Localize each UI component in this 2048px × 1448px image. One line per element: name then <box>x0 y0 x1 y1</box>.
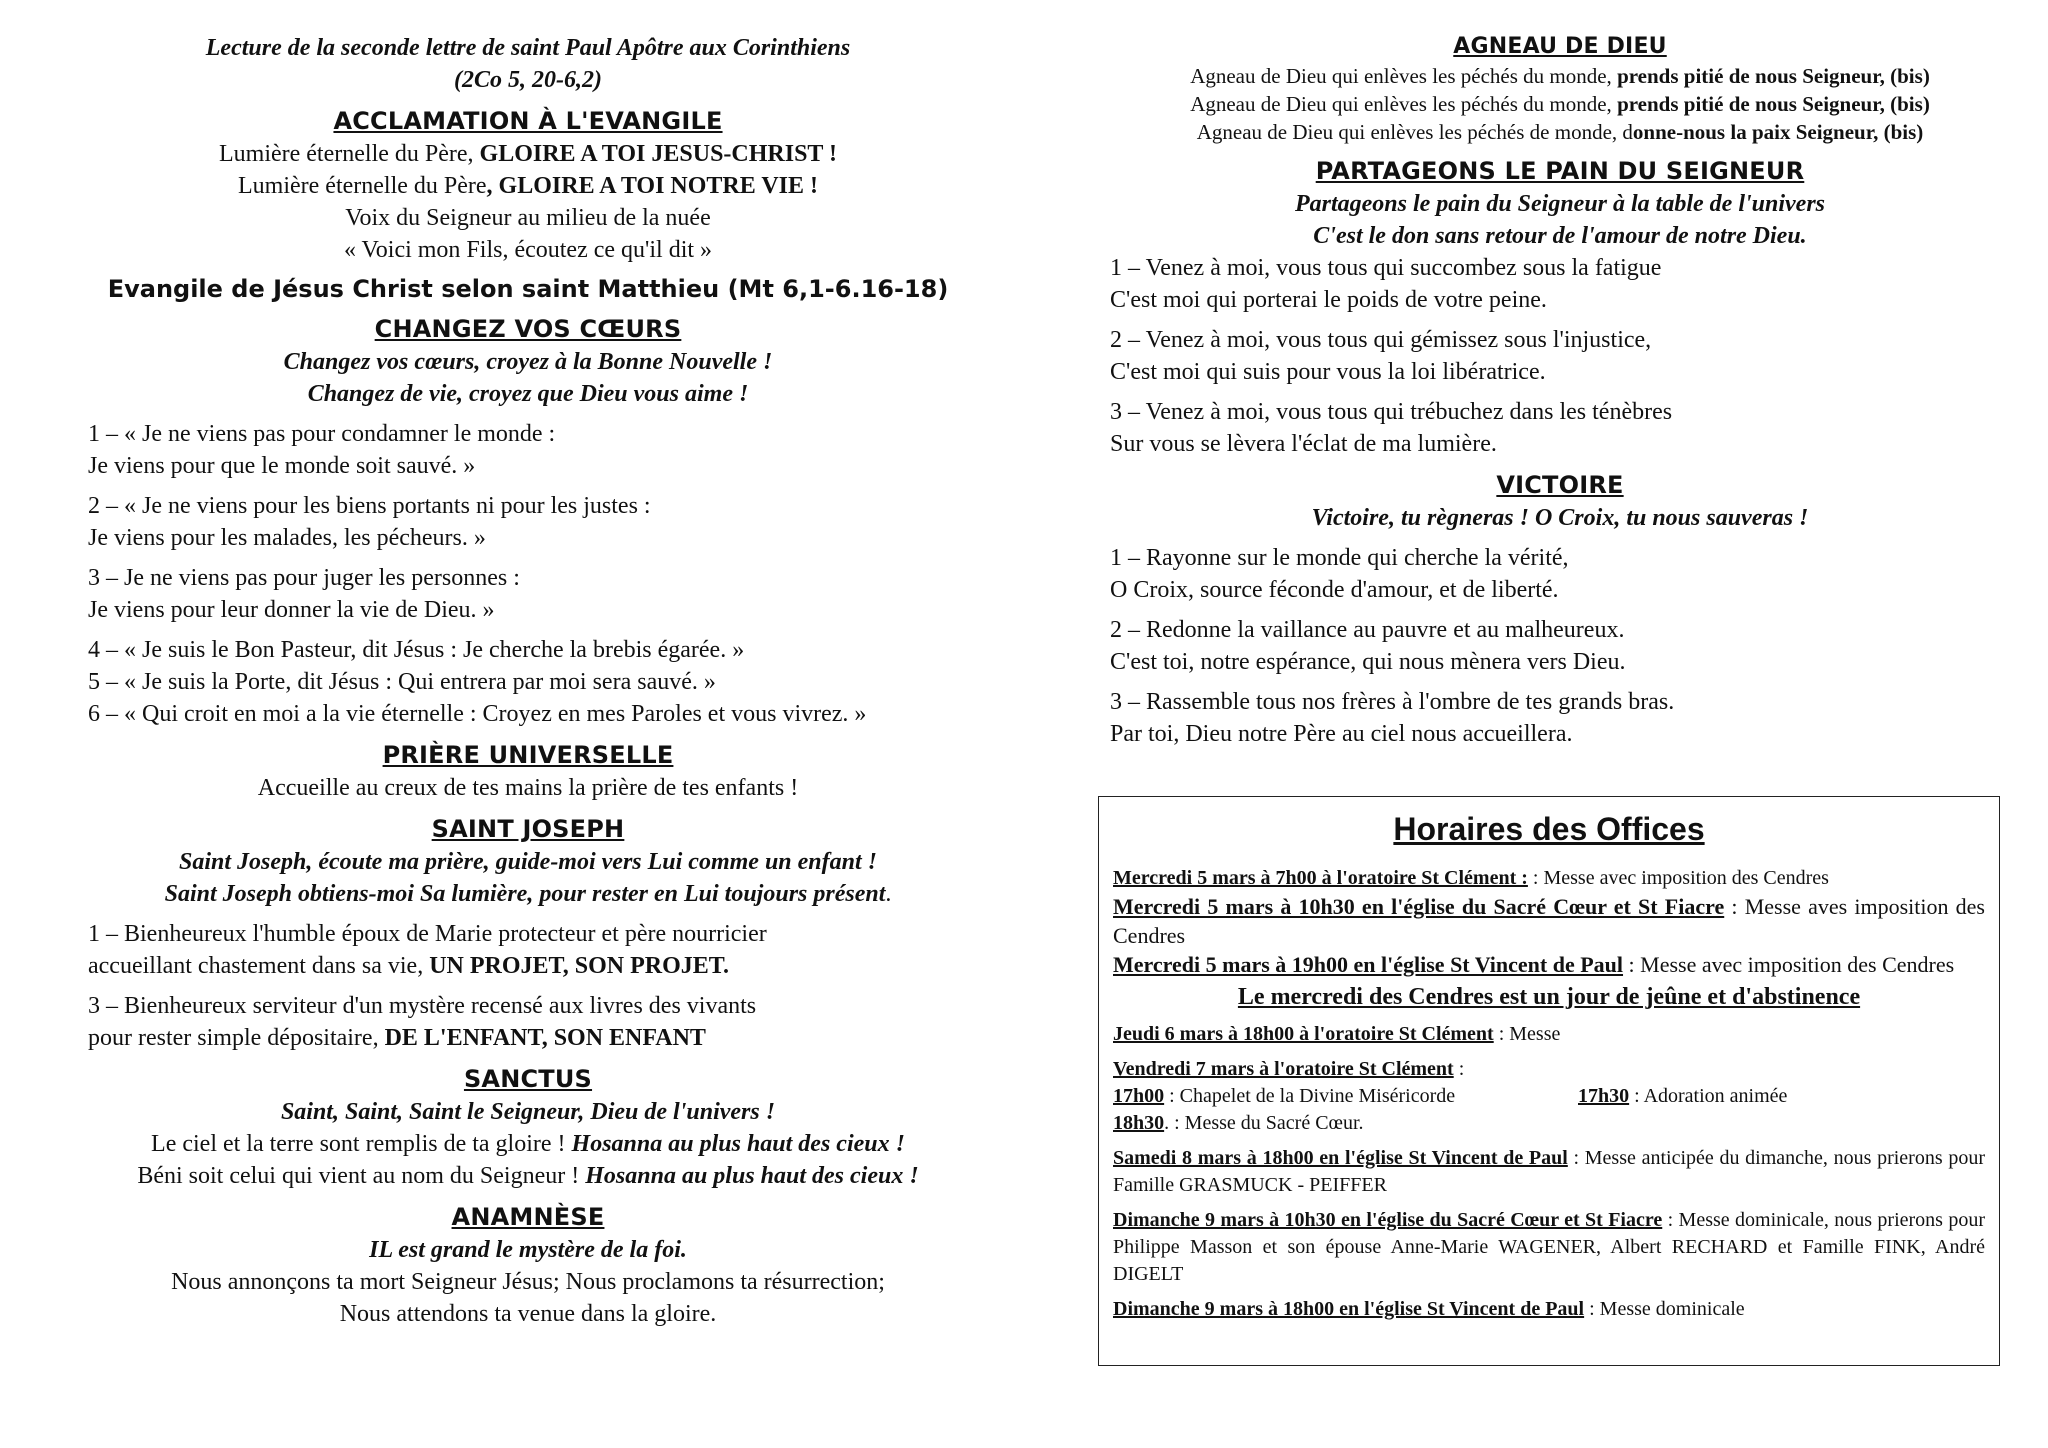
partageons-verse-3a: 3 – Venez à moi, vous tous qui trébuchez dans les ténèbres <box>1110 399 1673 425</box>
partageons-refrain-1: Partageons le pain du Seigneur à la table de l'univers <box>1294 191 1826 217</box>
partageons-verse-2b: C'est moi qui suis pour vous la loi libératrice. <box>1110 359 1546 385</box>
victoire-verse-1a: 1 – Rayonne sur le monde qui cherche la vérité, <box>1110 545 1569 571</box>
sanctus-line-2: Le ciel et la terre sont remplis de ta gloire ! Hosanna au plus haut des cieux ! <box>151 1131 905 1157</box>
acclamation-heading: ACCLAMATION À L'EVANGILE <box>333 107 723 135</box>
changez-heading: CHANGEZ VOS CŒURS <box>374 315 682 343</box>
agneau-line-3: Agneau de Dieu qui enlèves les péchés de monde, donne-nous la paix Seigneur, (bis) <box>1196 120 1924 144</box>
victoire-refrain: Victoire, tu règneras ! O Croix, tu nous sauveras ! <box>1311 505 1809 531</box>
reading-reference: (2Co 5, 20-6,2) <box>454 67 602 93</box>
offices-title: Horaires des Offices <box>1393 811 1705 847</box>
changez-refrain-2: Changez de vie, croyez que Dieu vous aime ! <box>307 381 749 407</box>
acclamation-line-2: Lumière éternelle du Père, GLOIRE A TOI NOTRE VIE ! <box>238 173 818 199</box>
acclamation-line-1: Lumière éternelle du Père, GLOIRE A TOI JESUS-CHRIST ! <box>218 141 837 167</box>
gospel-reference: Evangile de Jésus Christ selon saint Matthieu (Mt 6,1-6.16-18) <box>107 275 949 303</box>
agneau-heading: AGNEAU DE DIEU <box>1453 34 1667 59</box>
changez-verse-1b: Je viens pour que le monde soit sauvé. » <box>88 453 476 479</box>
anamnese-line-1: IL est grand le mystère de la foi. <box>369 1237 687 1263</box>
partageons-verse-2a: 2 – Venez à moi, vous tous qui gémissez sous l'injustice, <box>1110 327 1652 353</box>
agneau-line-1: Agneau de Dieu qui enlèves les péchés du monde, prends pitié de nous Seigneur, (bis) <box>1190 64 1930 88</box>
changez-verse-3a: 3 – Je ne viens pas pour juger les personnes : <box>88 565 520 591</box>
victoire-verse-2a: 2 – Redonne la vaillance au pauvre et au malheureux. <box>1110 617 1625 643</box>
office-entry-5-times <box>1113 1083 1985 1110</box>
changez-verse-2b: Je viens pour les malades, les pécheurs. » <box>88 525 486 551</box>
victoire-heading: VICTOIRE <box>1496 471 1624 499</box>
joseph-refrain-1: Saint Joseph, écoute ma prière, guide-moi vers Lui comme un enfant ! <box>178 849 877 875</box>
victoire-verse-1b: O Croix, source féconde d'amour, et de liberté. <box>1110 577 1559 603</box>
office-entry-5-chapelet: 17h00 : Chapelet de la Divine Miséricorde <box>1113 1085 1456 1107</box>
priere-heading: PRIÈRE UNIVERSELLE <box>382 741 674 769</box>
right-column <box>1110 32 2010 750</box>
changez-verse-2a: 2 – « Je ne viens pour les biens portants ni pour les justes : <box>88 493 651 519</box>
partageons-refrain-2: C'est le don sans retour de l'amour de notre Dieu. <box>1313 223 1807 249</box>
anamnese-line-3: Nous attendons ta venue dans la gloire. <box>339 1301 717 1327</box>
ash-wednesday-note: Le mercredi des Cendres est un jour de jeûne et d'abstinence <box>1237 984 1861 1010</box>
office-entry-5: Vendredi 7 mars à l'oratoire St Clément : <box>1113 1058 1465 1080</box>
office-entry-5-adoration: 17h30 : Adoration animée <box>1578 1085 1788 1107</box>
sanctus-line-3: Béni soit celui qui vient au nom du Seigneur ! Hosanna au plus haut des cieux ! <box>137 1163 919 1189</box>
changez-verse-5: 5 – « Je suis la Porte, dit Jésus : Qui entrera par moi sera sauvé. » <box>88 669 716 695</box>
offices-box <box>1098 796 2000 1366</box>
reading-title: Lecture de la seconde lettre de saint Paul Apôtre aux Corinthiens <box>205 35 851 61</box>
joseph-verse-1a: 1 – Bienheureux l'humble époux de Marie protecteur et père nourricier <box>88 921 767 947</box>
office-entry-6: Samedi 8 mars à 18h00 en l'église St Vincent de Paul : Messe anticipée du dimanche, nous prierons pour Famille GRASMUCK - PEIFFER <box>1113 1147 1985 1196</box>
anamnese-heading: ANAMNÈSE <box>451 1203 605 1231</box>
changez-verse-6: 6 – « Qui croit en moi a la vie éternelle : Croyez en mes Paroles et vous vivrez. » <box>88 701 867 727</box>
victoire-verse-3a: 3 – Rassemble tous nos frères à l'ombre de tes grands bras. <box>1110 689 1675 715</box>
joseph-heading: SAINT JOSEPH <box>431 815 625 843</box>
victoire-verse-2b: C'est toi, notre espérance, qui nous mènera vers Dieu. <box>1110 649 1626 675</box>
sanctus-line-1: Saint, Saint, Saint le Seigneur, Dieu de l'univers ! <box>280 1099 776 1125</box>
joseph-verse-3a: 3 – Bienheureux serviteur d'un mystère recensé aux livres des vivants <box>88 993 757 1019</box>
office-entry-1: Mercredi 5 mars à 7h00 à l'oratoire St Clément : : Messe avec imposition des Cendres <box>1113 867 1829 889</box>
sanctus-heading: SANCTUS <box>463 1065 593 1093</box>
acclamation-line-4: « Voici mon Fils, écoutez ce qu'il dit » <box>343 237 713 263</box>
changez-verse-1a: 1 – « Je ne viens pas pour condamner le monde : <box>88 421 556 447</box>
office-entry-8: Dimanche 9 mars à 18h00 en l'église St Vincent de Paul : Messe dominicale <box>1113 1298 1745 1320</box>
changez-refrain-1: Changez vos cœurs, croyez à la Bonne Nouvelle ! <box>283 349 773 375</box>
office-entry-7: Dimanche 9 mars à 10h30 en l'église du Sacré Cœur et St Fiacre : Messe dominicale, nous prierons pour Philippe Masson et son épouse Anne-Marie WAGENER, Albert RECHARD et Famille FINK, André DIGELT <box>1113 1209 1985 1285</box>
priere-line: Accueille au creux de tes mains la prière de tes enfants ! <box>257 775 799 801</box>
agneau-line-2: Agneau de Dieu qui enlèves les péchés du monde, prends pitié de nous Seigneur, (bis) <box>1190 92 1930 116</box>
office-entry-3: Mercredi 5 mars à 19h00 en l'église St Vincent de Paul : Messe avec imposition des Cendres <box>1113 952 1955 977</box>
changez-verse-4: 4 – « Je suis le Bon Pasteur, dit Jésus : Je cherche la brebis égarée. » <box>88 637 745 663</box>
office-entry-2: Mercredi 5 mars à 10h30 en l'église du Sacré Cœur et St Fiacre : Messe aves imposition des Cendres <box>1113 894 1985 948</box>
left-column <box>88 32 968 1330</box>
victoire-verse-3b: Par toi, Dieu notre Père au ciel nous accueillera. <box>1110 721 1573 747</box>
anamnese-line-2: Nous annonçons ta mort Seigneur Jésus; Nous proclamons ta résurrection; <box>171 1269 885 1295</box>
office-entry-5-messe: 18h30. : Messe du Sacré Cœur. <box>1113 1112 1364 1134</box>
office-entry-4: Jeudi 6 mars à 18h00 à l'oratoire St Clément : Messe <box>1113 1023 1561 1045</box>
partageons-verse-3b: Sur vous se lèvera l'éclat de ma lumière. <box>1110 431 1497 457</box>
acclamation-line-3: Voix du Seigneur au milieu de la nuée <box>345 205 711 231</box>
partageons-heading: PARTAGEONS LE PAIN DU SEIGNEUR <box>1315 157 1805 185</box>
joseph-refrain-2: Saint Joseph obtiens-moi Sa lumière, pour rester en Lui toujours présent. <box>164 881 892 907</box>
partageons-verse-1a: 1 – Venez à moi, vous tous qui succombez sous la fatigue <box>1110 255 1662 281</box>
joseph-verse-1b: accueillant chastement dans sa vie, UN PROJET, SON PROJET. <box>88 953 730 979</box>
partageons-verse-1b: C'est moi qui porterai le poids de votre peine. <box>1110 287 1547 313</box>
changez-verse-3b: Je viens pour leur donner la vie de Dieu. » <box>88 597 495 623</box>
joseph-verse-3b: pour rester simple dépositaire, DE L'ENFANT, SON ENFANT <box>88 1025 706 1051</box>
